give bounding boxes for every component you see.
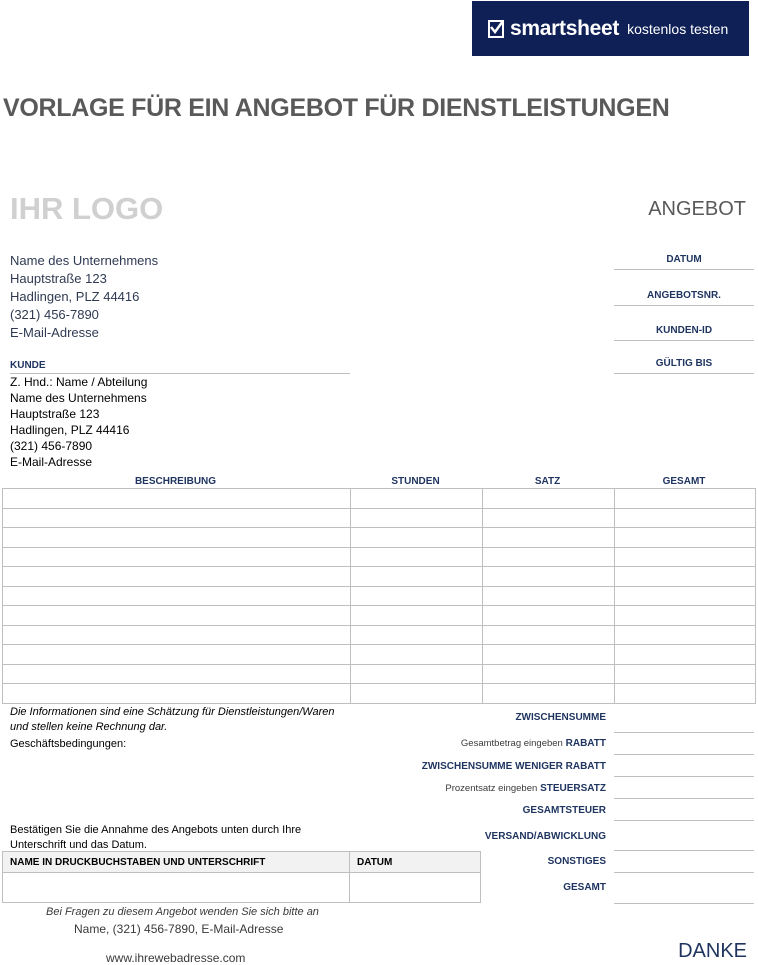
other-label: SONSTIGES bbox=[547, 856, 606, 867]
col-hours: STUNDEN bbox=[391, 476, 440, 487]
table-cell[interactable] bbox=[3, 625, 351, 645]
client-city: Hadlingen, PLZ 44416 bbox=[10, 423, 130, 437]
table-cell[interactable] bbox=[483, 625, 615, 645]
subtotal-value[interactable] bbox=[614, 705, 754, 733]
company-email: E-Mail-Adresse bbox=[10, 325, 99, 340]
table-cell[interactable] bbox=[351, 684, 483, 704]
signature-name-label: NAME IN DRUCKBUCHSTABEN UND UNTERSCHRIFT bbox=[2, 851, 350, 873]
table-row bbox=[3, 508, 756, 528]
client-header: KUNDE bbox=[10, 360, 350, 374]
table-cell[interactable] bbox=[483, 645, 615, 665]
signature-table bbox=[2, 851, 481, 903]
meta-date-label: DATUM bbox=[614, 254, 754, 270]
table-cell[interactable] bbox=[615, 547, 756, 567]
table-cell[interactable] bbox=[483, 508, 615, 528]
table-row bbox=[3, 528, 756, 548]
table-cell[interactable] bbox=[615, 489, 756, 509]
table-cell[interactable] bbox=[3, 606, 351, 626]
signature-date-field[interactable] bbox=[349, 873, 481, 903]
table-cell[interactable] bbox=[483, 547, 615, 567]
client-name: Name des Unternehmens bbox=[10, 391, 147, 405]
table-cell[interactable] bbox=[351, 528, 483, 548]
terms-label: Geschäftsbedingungen: bbox=[10, 738, 127, 750]
meta-number-label: ANGEBOTSNR. bbox=[614, 290, 754, 306]
subtotal-label: ZWISCHENSUMME bbox=[515, 712, 606, 723]
company-street: Hauptstraße 123 bbox=[10, 271, 107, 286]
table-cell[interactable] bbox=[3, 508, 351, 528]
total-label: GESAMT bbox=[563, 882, 606, 893]
table-row bbox=[3, 625, 756, 645]
client-attn: Z. Hnd.: Name / Abteilung bbox=[10, 375, 148, 389]
table-cell[interactable] bbox=[615, 625, 756, 645]
footer-contact: Name, (321) 456-7890, E-Mail-Adresse bbox=[74, 922, 284, 936]
logo-placeholder: IHR LOGO bbox=[10, 191, 164, 226]
table-row bbox=[3, 684, 756, 704]
meta-valid-until-label: GÜLTIG BIS bbox=[614, 358, 754, 374]
banner-brand: smartsheet bbox=[510, 16, 620, 40]
other-value[interactable] bbox=[614, 851, 754, 873]
table-cell[interactable] bbox=[351, 645, 483, 665]
table-cell[interactable] bbox=[615, 528, 756, 548]
company-name: Name des Unternehmens bbox=[10, 253, 159, 268]
items-table bbox=[2, 488, 756, 704]
table-cell[interactable] bbox=[3, 664, 351, 684]
footer-website[interactable]: www.ihrewebadresse.com bbox=[106, 951, 246, 965]
signature-date-label: DATUM bbox=[349, 851, 481, 873]
table-cell[interactable] bbox=[351, 606, 483, 626]
table-cell[interactable] bbox=[3, 528, 351, 548]
table-cell[interactable] bbox=[483, 489, 615, 509]
signature-name-field[interactable] bbox=[2, 873, 350, 903]
shipping-label: VERSAND/ABWICKLUNG bbox=[484, 831, 606, 842]
table-cell[interactable] bbox=[615, 684, 756, 704]
doc-type: ANGEBOT bbox=[648, 198, 746, 220]
client-email: E-Mail-Adresse bbox=[10, 455, 93, 469]
smartsheet-banner[interactable] bbox=[472, 1, 749, 56]
col-rate: SATZ bbox=[534, 476, 561, 487]
table-cell[interactable] bbox=[483, 567, 615, 587]
client-block bbox=[10, 374, 147, 470]
total-tax-value[interactable] bbox=[614, 799, 754, 821]
client-phone: (321) 456-7890 bbox=[10, 439, 93, 453]
table-cell[interactable] bbox=[351, 547, 483, 567]
table-cell[interactable] bbox=[615, 508, 756, 528]
table-row bbox=[3, 547, 756, 567]
company-city: Hadlingen, PLZ 44416 bbox=[10, 289, 140, 304]
company-phone: (321) 456-7890 bbox=[10, 307, 99, 322]
tax-rate-label: Prozentsatz eingeben STEUERSATZ bbox=[445, 783, 606, 794]
table-cell[interactable] bbox=[483, 586, 615, 606]
table-cell[interactable] bbox=[483, 684, 615, 704]
table-cell[interactable] bbox=[351, 567, 483, 587]
meta-customer-id-label: KUNDEN-ID bbox=[614, 325, 754, 341]
table-cell[interactable] bbox=[3, 586, 351, 606]
table-cell[interactable] bbox=[351, 625, 483, 645]
smartsheet-logo-icon bbox=[488, 20, 504, 38]
table-cell[interactable] bbox=[615, 606, 756, 626]
table-row bbox=[3, 586, 756, 606]
subtotal-less-label: ZWISCHENSUMME WENIGER RABATT bbox=[421, 761, 606, 772]
table-cell[interactable] bbox=[615, 664, 756, 684]
discount-value[interactable] bbox=[614, 733, 754, 755]
table-row bbox=[3, 489, 756, 509]
table-row bbox=[3, 567, 756, 587]
total-tax-label: GESAMTSTEUER bbox=[522, 805, 606, 816]
table-cell[interactable] bbox=[351, 586, 483, 606]
estimate-note: Die Informationen sind eine Schätzung für Dienstleistungen/Waren und stellen keine Rechnung dar. bbox=[10, 706, 335, 733]
client-street: Hauptstraße 123 bbox=[10, 407, 100, 421]
table-row bbox=[3, 664, 756, 684]
confirm-text: Bestätigen Sie die Annahme des Angebots unten durch Ihre Unterschrift und das Datum. bbox=[10, 824, 302, 851]
subtotal-less-value[interactable] bbox=[614, 755, 754, 777]
shipping-value[interactable] bbox=[614, 821, 754, 851]
table-cell[interactable] bbox=[483, 528, 615, 548]
table-cell[interactable] bbox=[483, 664, 615, 684]
discount-label: Gesamtbetrag eingeben RABATT bbox=[460, 738, 606, 749]
table-cell[interactable] bbox=[3, 567, 351, 587]
table-cell[interactable] bbox=[615, 567, 756, 587]
table-cell[interactable] bbox=[351, 508, 483, 528]
col-total: GESAMT bbox=[662, 476, 706, 487]
banner-cta[interactable]: kostenlos testen bbox=[627, 20, 729, 37]
col-description: BESCHREIBUNG bbox=[134, 476, 217, 487]
table-cell[interactable] bbox=[3, 489, 351, 509]
total-value[interactable] bbox=[614, 873, 754, 904]
table-cell[interactable] bbox=[615, 586, 756, 606]
table-cell[interactable] bbox=[351, 664, 483, 684]
table-cell[interactable] bbox=[3, 547, 351, 567]
tax-rate-value[interactable] bbox=[614, 777, 754, 799]
thank-you: DANKE bbox=[678, 940, 747, 962]
table-cell[interactable] bbox=[3, 684, 351, 704]
table-row bbox=[3, 606, 756, 626]
table-cell[interactable] bbox=[615, 645, 756, 665]
table-cell[interactable] bbox=[351, 489, 483, 509]
table-cell[interactable] bbox=[3, 645, 351, 665]
footer-question: Bei Fragen zu diesem Angebot wenden Sie sich bitte an bbox=[46, 906, 319, 918]
table-cell[interactable] bbox=[483, 606, 615, 626]
page-title: VORLAGE FÜR EIN ANGEBOT FÜR DIENSTLEISTUNGEN bbox=[3, 94, 670, 122]
table-row bbox=[3, 645, 756, 665]
